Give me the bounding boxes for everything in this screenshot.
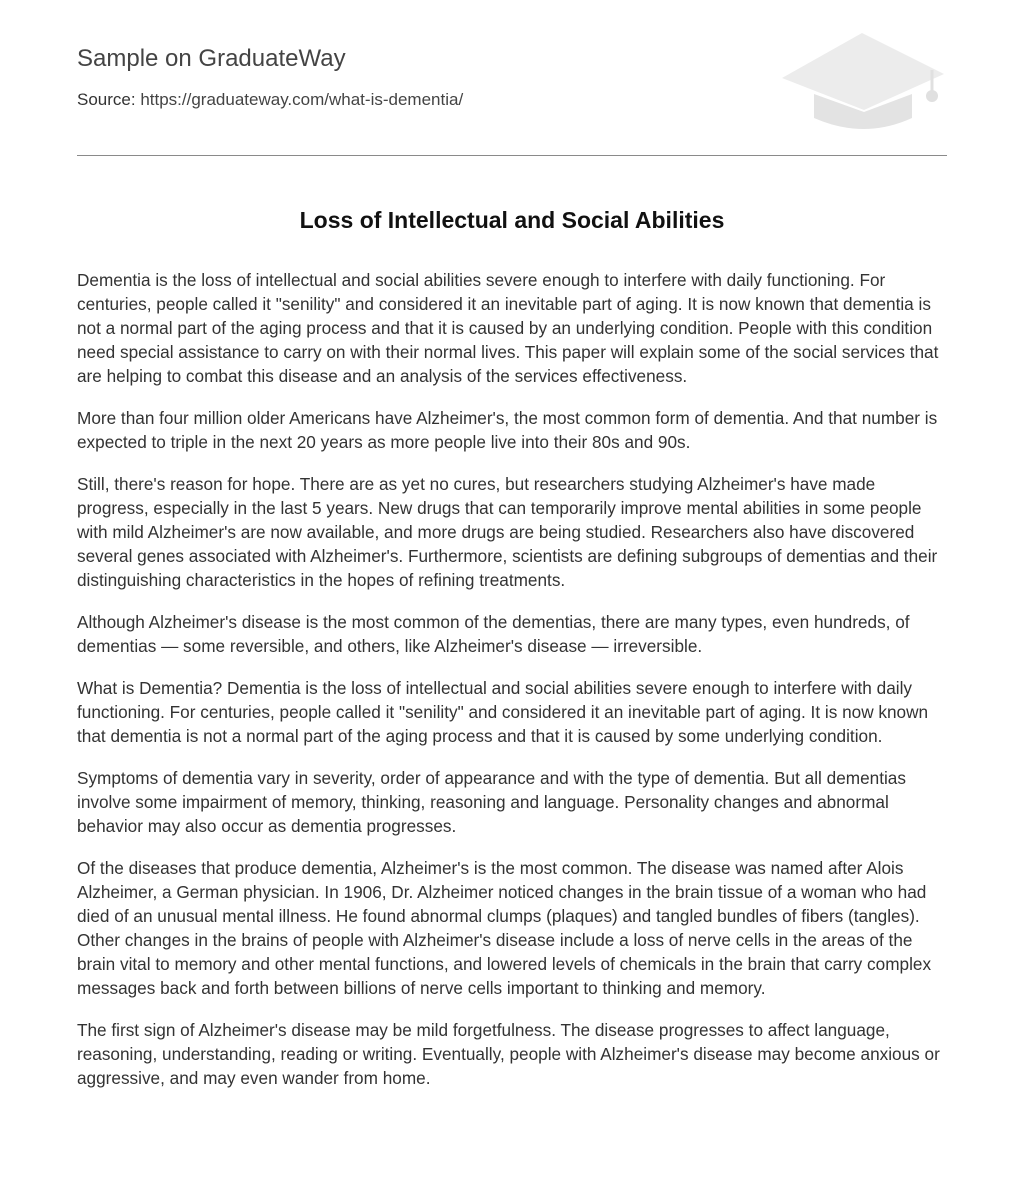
graduation-cap-icon bbox=[780, 30, 946, 132]
paragraph: Of the diseases that produce dementia, Alzheimer's is the most common. The disease was named after Alois Alzheimer, a German physician. In 1906, Dr. Alzheimer noticed changes in the brain tissue of a woman who had died of an unusual mental illness. He found abnormal clumps (plaques) and tangled bundles of fibers (tangles). Other changes in the brains of people with Alzheimer's disease include a loss of nerve cells in the areas of the brain vital to memory and other mental functions, and lowered levels of chemicals in the brain that carry complex messages back and forth between billions of nerve cells important to thinking and memory. bbox=[77, 858, 932, 998]
page-header bbox=[77, 0, 947, 156]
site-title: Sample on GraduateWay bbox=[77, 45, 346, 72]
paragraph: Dementia is the loss of intellectual and social abilities severe enough to interfere with daily functioning. For centuries, people called it "senility" and considered it an inevitable part of aging. It is now known that dementia is not a normal part of the aging process and that it is caused by an underlying condition. People with this condition need special assistance to carry on with their normal lives. This paper will explain some of the social services that are helping to combat this disease and an analysis of the services effectiveness. bbox=[77, 270, 939, 386]
paragraph: More than four million older Americans have Alzheimer's, the most common form of dementia. And that number is expected to triple in the next 20 years as more people live into their 80s and 90s. bbox=[77, 408, 938, 452]
document-body bbox=[77, 268, 949, 1108]
paragraph: Still, there's reason for hope. There are as yet no cures, but researchers studying Alzheimer's have made progress, especially in the last 5 years. New drugs that can temporarily improve mental abilities in some people with mild Alzheimer's are now available, and more drugs are being studied. Researchers also have discovered several genes associated with Alzheimer's. Furthermore, scientists are defining subgroups of dementias and their distinguishing characteristics in the hopes of refining treatments. bbox=[77, 474, 938, 590]
document-title: Loss of Intellectual and Social Abilities bbox=[299, 207, 725, 233]
source-link[interactable]: https://graduateway.com/what-is-dementia/ bbox=[140, 90, 464, 109]
header-divider bbox=[77, 155, 947, 156]
paragraph: Although Alzheimer's disease is the most common of the dementias, there are many types, even hundreds, of dementias — some reversible, and others, like Alzheimer's disease — irreversible. bbox=[77, 612, 910, 656]
paragraph: Symptoms of dementia vary in severity, order of appearance and with the type of dementia. But all dementias involve some impairment of memory, thinking, reasoning and language. Personality changes and abnormal behavior may also occur as dementia progresses. bbox=[77, 768, 906, 836]
source-label: Source: bbox=[77, 90, 136, 109]
paragraph: What is Dementia? Dementia is the loss of intellectual and social abilities severe enough to interfere with daily functioning. For centuries, people called it "senility" and considered it an inevitable part of aging. It is now known that dementia is not a normal part of the aging process and that it is caused by some underlying condition. bbox=[77, 678, 929, 746]
paragraph: The first sign of Alzheimer's disease may be mild forgetfulness. The disease progresses to affect language, reasoning, understanding, reading or writing. Eventually, people with Alzheimer's disease may become anxious or aggressive, and may even wander from home. bbox=[77, 1020, 940, 1088]
source-line bbox=[77, 89, 463, 111]
